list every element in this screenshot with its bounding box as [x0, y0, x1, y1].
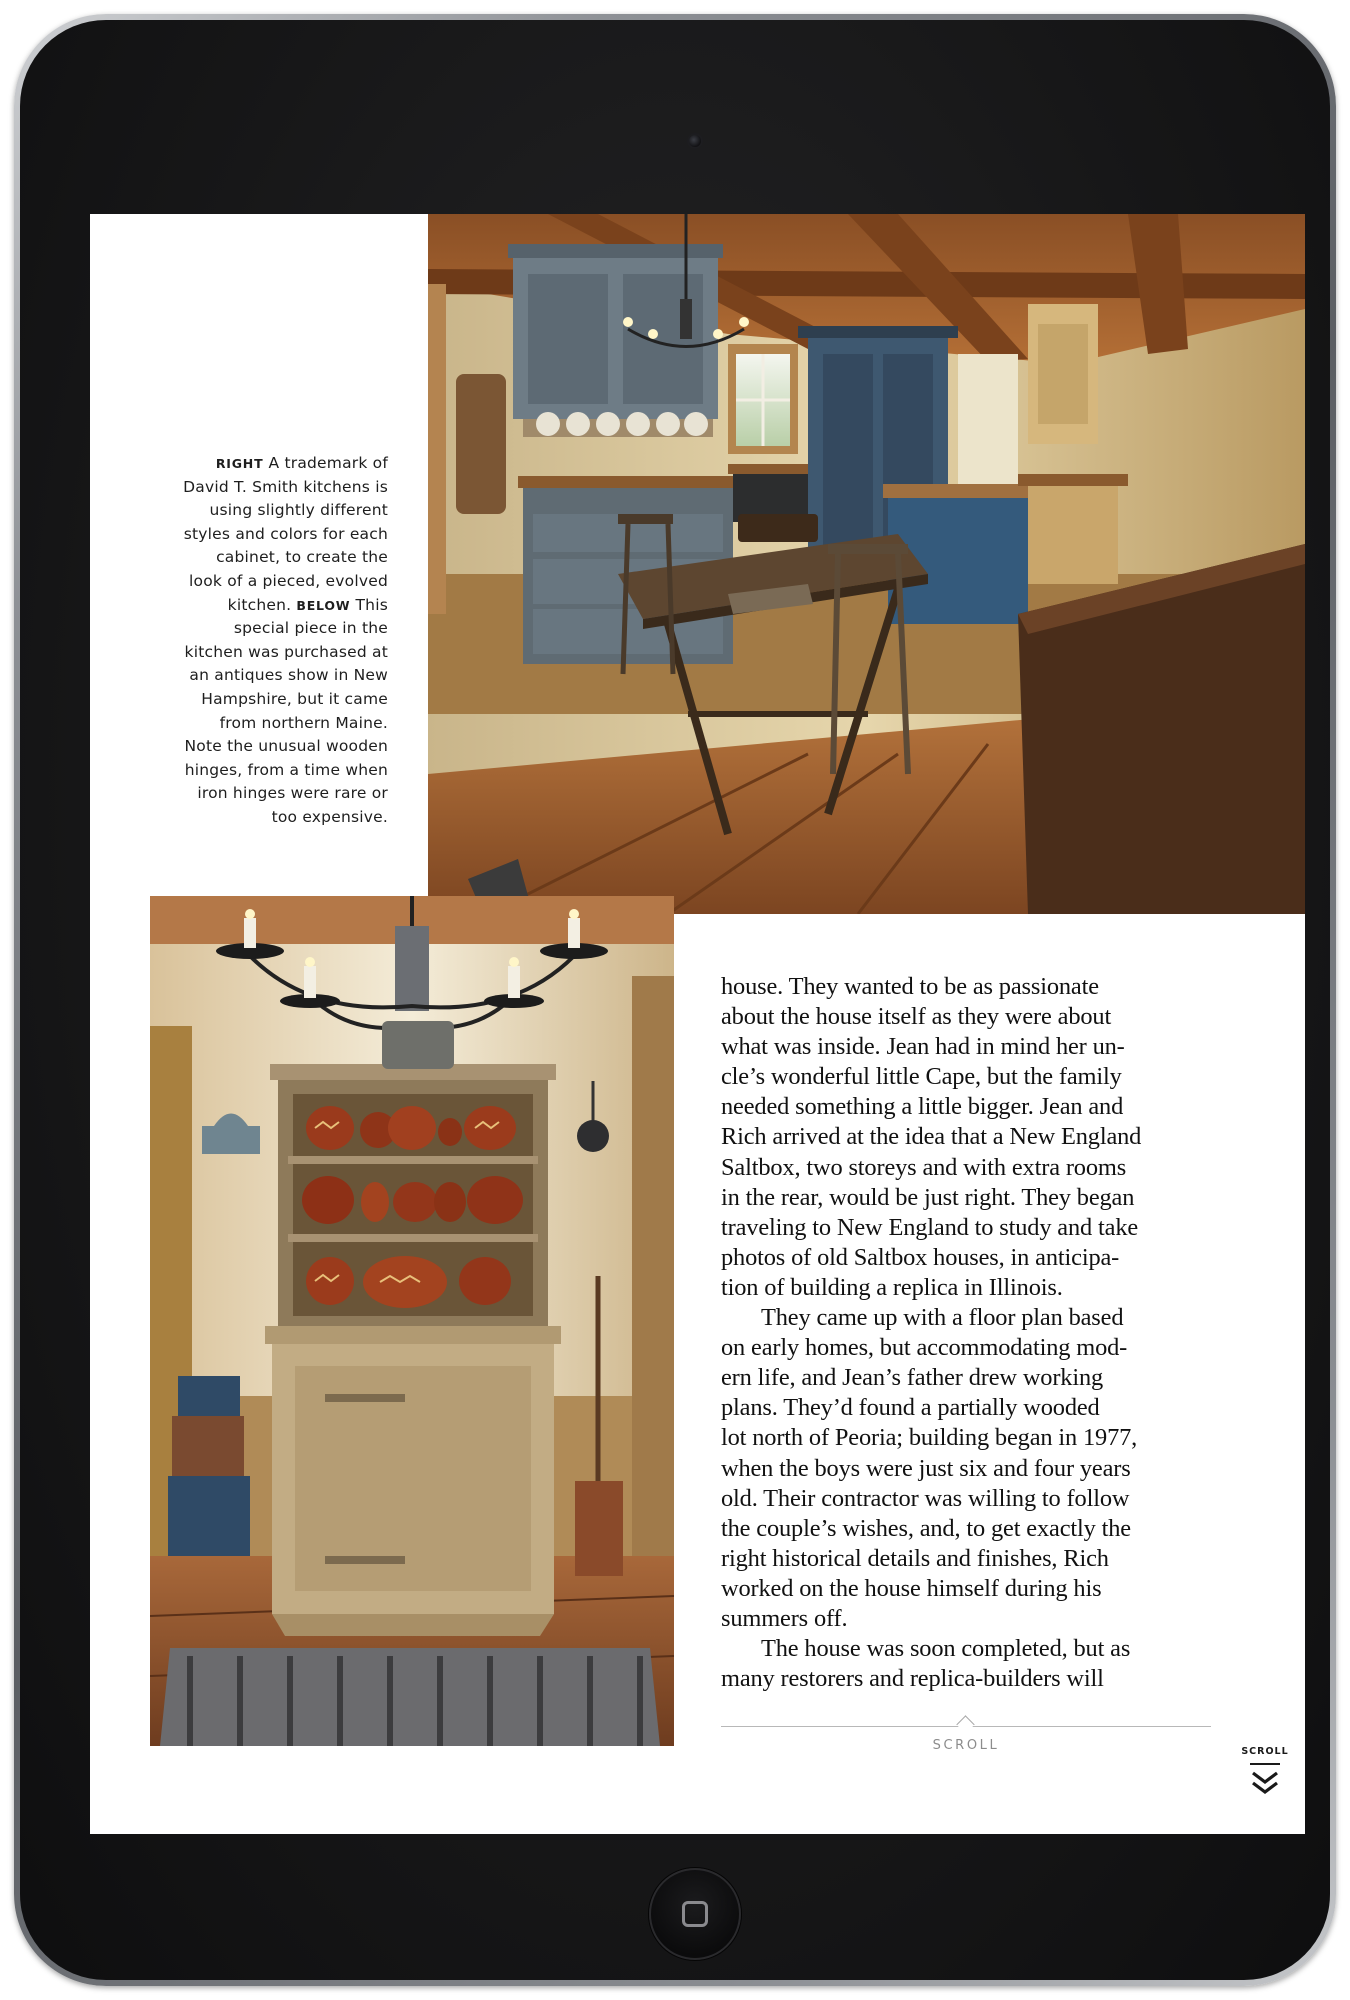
tablet-bezel — [20, 20, 1330, 1980]
tablet-device-frame — [14, 14, 1336, 1986]
caption-lead-below: BELOW — [296, 597, 351, 613]
home-square-icon — [682, 1901, 708, 1927]
article-paragraph-1: house. They wanted to be as passionate about the house itself as they were about what was inside. Jean had in mind her un- cle’s wonderful little Cape, but the family needed something a little bigger. Jean and Rich arrived at the idea that a New England Saltbox, two storeys and with extra rooms in the rear, would be just right. They began traveling to New England to study and take photos of old Saltbox houses, in anticipa- tion of building a replica in Illinois. — [721, 973, 1142, 1301]
caret-up-icon — [956, 1715, 974, 1733]
front-camera — [689, 135, 701, 147]
scroll-button-label[interactable]: SCROLL — [1241, 1746, 1289, 1757]
double-chevron-down-icon[interactable] — [1250, 1770, 1280, 1796]
article-body — [721, 972, 1221, 1694]
kitchen-photo — [428, 214, 1305, 914]
scroll-label[interactable]: SCROLL — [932, 1738, 1000, 1753]
article-paragraph-2: They came up with a floor plan based on early homes, but accommodating mod- ern life, and Jean’s father drew working plans. They’d found a partially wooded lot north of Peoria; building began in 1977, when the boys were just six and four years old. Their contractor was willing to follow the couple’s wishes, and, to get exactly the right historical details and finishes, Rich worked on the house himself during his summers off. — [721, 1304, 1138, 1632]
caption-text-right: A trademark of David T. Smith kitchens is using slightly different styles and colors for each cabinet, to create the look of a pieced, evolved kitchen. — [183, 454, 388, 614]
scroll-button-rule — [1250, 1763, 1280, 1765]
article-paragraph-3: The house was soon completed, but as many restorers and replica-builders will — [721, 1635, 1131, 1693]
cupboard-photo — [150, 896, 674, 1746]
home-button[interactable] — [649, 1868, 741, 1960]
photo-caption — [180, 452, 388, 830]
caption-text-below: This special piece in the kitchen was purchased at an antiques show in New Hampshire, but it came from northern Maine. Note the unusual wooden hinges, from a time when iron hinges were rare or too expensive. — [184, 595, 388, 826]
caption-lead-right: RIGHT — [215, 456, 264, 471]
magazine-page[interactable] — [90, 214, 1305, 1834]
